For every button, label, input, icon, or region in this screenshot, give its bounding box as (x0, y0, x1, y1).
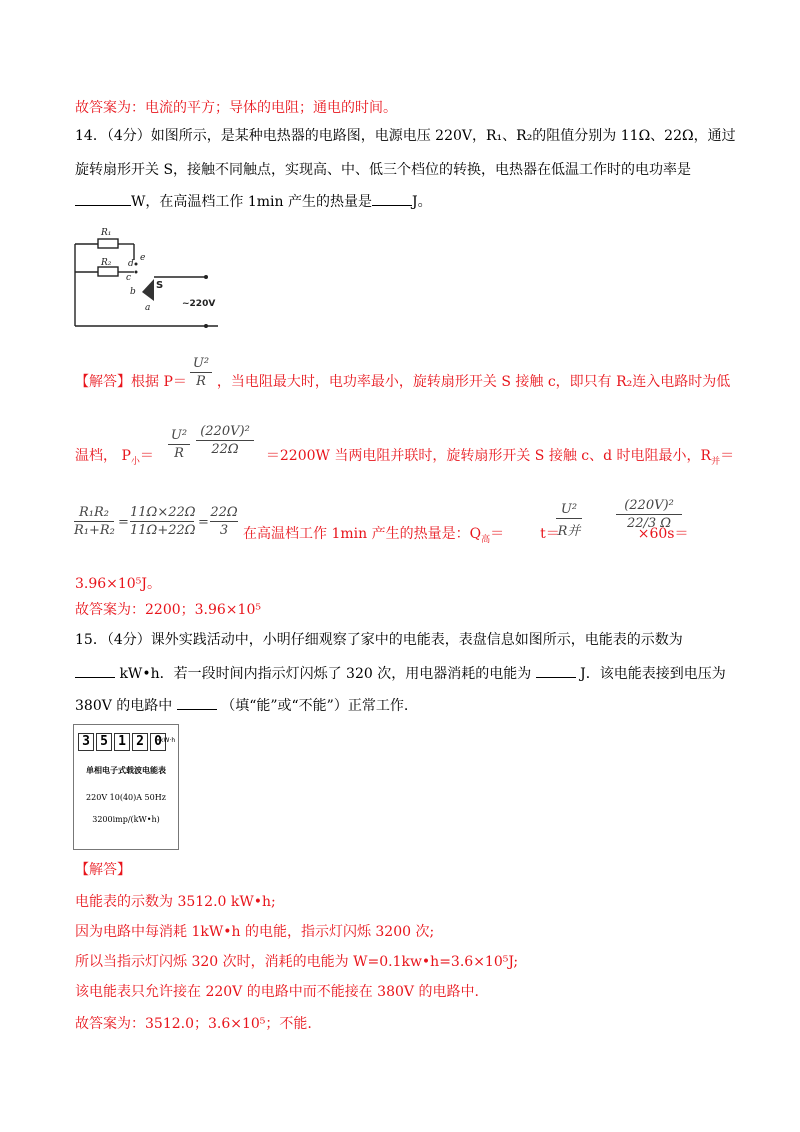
meter-digit: 1 (114, 733, 130, 751)
frac-num: U² (560, 502, 578, 517)
q14-line3-text: W，在高温档工作 1min 产生的热量是 (131, 194, 372, 210)
q14-line3-end: J。 (411, 194, 432, 210)
circuit-diagram (70, 222, 220, 330)
meter-digits (78, 733, 166, 751)
q14-line1: 14．（4分）如图所示，是某种电热器的电路图，电源电压 220V，R₁、R₂的阻值分别为 11Ω、22Ω，通过 (75, 128, 736, 144)
sol15-line1: 电能表的示数为 3512.0 kW•h; (75, 894, 276, 910)
q15-l2b: J．该电能表接到电压为 (580, 666, 726, 682)
frac-den: R (174, 446, 184, 461)
switch-s-label: S (156, 280, 164, 291)
formula-220-sq-22 (196, 424, 254, 457)
sol15-head: 【解答】 (75, 862, 131, 878)
q15-line3 (75, 696, 408, 716)
formula-r1r2 (74, 505, 114, 538)
formula-p-u2-r (190, 356, 212, 389)
frac-num: (220V)² (624, 498, 674, 513)
formula-u2-over-r (168, 428, 190, 461)
frac-den: 11Ω+22Ω (130, 523, 196, 538)
contact-c-label: c (126, 273, 132, 283)
sol14-l1a: 【解答】根据 P＝ (75, 374, 187, 390)
meter-digit: 0 (150, 733, 166, 751)
q14-line2: 旋转扇形开关 S，接触不同触点，实现高、中、低三个档位的转换，电热器在低温工作时的电功率是 (75, 162, 692, 178)
sol14-l1b: ，当电阻最大时，电功率最小，旋转扇形开关 S 接触 c，即只有 R₂连入电路时为低 (216, 374, 731, 390)
frac-den: R (196, 374, 206, 389)
frac-den: 3 (219, 523, 229, 538)
formula-22-3 (210, 505, 238, 538)
frac-den: R并 (557, 524, 581, 539)
sol15-line2: 因为电路中每消耗 1kW•h 的电能，指示灯闪烁 3200 次; (75, 924, 435, 940)
sol14-l3-sub: 高 (481, 534, 491, 545)
frac-num: U² (170, 428, 188, 443)
contact-a-label: a (145, 303, 151, 313)
frac-den: R₁+R₂ (74, 523, 115, 538)
sol14-l2a: 温档， P (75, 448, 131, 464)
answer-blank (536, 664, 576, 678)
frac-num: 11Ω×22Ω (130, 505, 196, 520)
answer-blank (177, 696, 217, 710)
sol14-l2-sub2: 并 (711, 456, 721, 467)
frac-num: U² (192, 356, 210, 371)
r2-label: R₂ (101, 258, 112, 268)
voltage-label: ~220V (182, 299, 216, 309)
formula-220-sq-22-3 (616, 498, 682, 531)
sol14-line1 (75, 372, 730, 392)
meter-name: 单相电子式载波电能表 (86, 765, 166, 775)
sol14-l2b: ＝ (139, 448, 154, 464)
q15-l2a: kW•h．若一段时间内指示灯闪烁了 320 次，用电器消耗的电能为 (119, 666, 532, 682)
meter-spec: 220V 10(40)A 50Hz (86, 793, 166, 802)
frac-num: (220V)² (200, 424, 250, 439)
contact-e-label: e (140, 253, 146, 263)
q15-l3b: （填“能”或“不能”）正常工作. (221, 698, 409, 714)
meter-digit: 5 (96, 733, 112, 751)
r1-label: R₁ (101, 228, 112, 238)
sol15-line3: 所以当指示灯闪烁 320 次时，消耗的电能为 W=0.1kw•h=3.6×10⁵J; (75, 954, 519, 970)
frac-num: R₁R₂ (79, 505, 109, 520)
sol14-l3a: 在高温档工作 1min 产生的热量是：Q (243, 526, 482, 542)
q15-line2 (75, 664, 726, 684)
frac-den: 22/3 Ω (626, 516, 672, 531)
previous-answer: 故答案为：电流的平方；导体的电阻；通电的时间。 (75, 100, 397, 116)
q15-l3a: 380V 的电路中 (75, 698, 173, 714)
sol15-line4: 该电能表只允许接在 220V 的电路中而不能接在 380V 的电路中. (75, 984, 479, 1000)
answer-blank (372, 192, 412, 206)
sol14-l2d: ＝ (720, 448, 735, 464)
answer-blank (75, 664, 115, 678)
q14-line3 (75, 192, 432, 212)
sol14-answer: 故答案为：2200；3.96×10⁵ (75, 602, 261, 618)
meter-unit: kW·h (160, 737, 176, 744)
answer-blank (75, 192, 131, 206)
meter-digit: 3 (78, 733, 94, 751)
sol14-line4: 3.96×10⁵J。 (75, 576, 161, 592)
formula-11-22 (130, 505, 194, 538)
eq-sign: = (118, 515, 129, 530)
eq-sign: = (198, 515, 209, 530)
energy-meter-image (73, 724, 179, 850)
sol15-answer: 故答案为：3512.0；3.6×10⁵；不能. (75, 1016, 312, 1032)
contact-d-label: d (128, 259, 134, 269)
sol14-l3b: ＝ (490, 526, 505, 542)
contact-b-label: b (130, 287, 136, 297)
meter-digit: 2 (132, 733, 148, 751)
sol14-l3c: t＝ (540, 526, 560, 542)
sol14-l2c: ＝2200W 当两电阻并联时，旋转扇形开关 S 接触 c、d 时电阻最小，R (265, 448, 712, 464)
frac-den: 22Ω (211, 442, 239, 457)
q15-line1: 15．（4分）课外实践活动中，小明仔细观察了家中的电能表，表盘信息如图所示，电能表的示数为 (75, 632, 683, 648)
formula-u2-rpar (556, 502, 582, 539)
meter-imp: 3200imp/(kW•h) (92, 815, 160, 824)
frac-num: 22Ω (210, 505, 238, 520)
sol14-l2-sub: 小 (130, 456, 140, 467)
sol14-l3d: ×60s＝ (637, 526, 689, 542)
